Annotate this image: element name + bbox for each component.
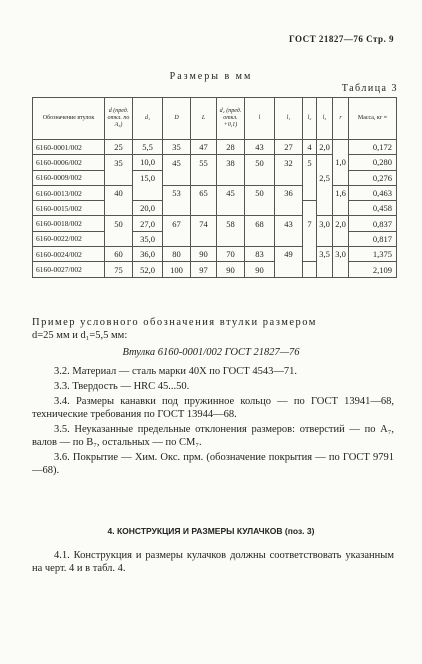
cell-mass: 0,817 (349, 231, 397, 246)
cell-l2 (303, 185, 317, 200)
cell-r: 2,0 (333, 216, 349, 231)
cell-l (245, 201, 275, 216)
col-l3: l₃ (317, 98, 333, 140)
cell-D: 45 (163, 155, 191, 170)
cell-D (163, 170, 191, 185)
table-row (33, 247, 397, 262)
table-row (33, 140, 397, 155)
cell-D (163, 201, 191, 216)
col-l1: l₁ (275, 98, 303, 140)
cell-D (163, 231, 191, 246)
cell-l: 68 (245, 216, 275, 231)
cell-d2: 70 (217, 247, 245, 262)
cell-L: 74 (191, 216, 217, 231)
cell-L (191, 231, 217, 246)
table-row (33, 216, 397, 231)
cell-d1: 10,0 (133, 155, 163, 170)
col-D: D (163, 98, 191, 140)
cell-designation: 6160-0013/002 (33, 185, 105, 200)
cell-r (333, 140, 349, 155)
cell-d2: 58 (217, 216, 245, 231)
cell-d1: 27,0 (133, 216, 163, 231)
table-label: Таблица 3 (341, 83, 398, 94)
cell-L: 97 (191, 262, 217, 277)
cell-designation: 6160-0024/002 (33, 247, 105, 262)
cell-l3 (317, 231, 333, 246)
cell-r (333, 231, 349, 246)
cell-l2 (303, 231, 317, 246)
cell-d (105, 231, 133, 246)
cell-r: 3,0 (333, 247, 349, 262)
cell-l1 (275, 262, 303, 277)
cell-d: 40 (105, 185, 133, 200)
col-mass: Масса, кг ≈ (349, 98, 397, 140)
cell-designation: 6160-0027/002 (33, 262, 105, 277)
cell-r (333, 262, 349, 277)
cell-l: 50 (245, 155, 275, 170)
cell-d1: 35,0 (133, 231, 163, 246)
cell-l (245, 170, 275, 185)
cell-designation: 6160-0009/002 (33, 170, 105, 185)
cell-D: 53 (163, 185, 191, 200)
cell-l2 (303, 170, 317, 185)
cell-d: 35 (105, 155, 133, 170)
cell-designation: 6160-0015/002 (33, 201, 105, 216)
cell-l3 (317, 155, 333, 170)
cell-l2: 5 (303, 155, 317, 170)
cell-l3: 3,0 (317, 216, 333, 231)
cell-d1: 52,0 (133, 262, 163, 277)
cell-l3 (317, 262, 333, 277)
cell-L: 55 (191, 155, 217, 170)
table-row (33, 155, 397, 170)
cell-l3 (317, 201, 333, 216)
cell-L: 65 (191, 185, 217, 200)
cell-l (245, 231, 275, 246)
cell-l1: 43 (275, 216, 303, 231)
cell-l2: 7 (303, 216, 317, 231)
cell-d (105, 170, 133, 185)
cell-designation: 6160-0006/002 (33, 155, 105, 170)
cell-l: 50 (245, 185, 275, 200)
cell-l3: 3,5 (317, 247, 333, 262)
cell-d2 (217, 231, 245, 246)
col-d1: d₁ (133, 98, 163, 140)
dimensions-table (32, 97, 397, 278)
col-l2: l₂ (303, 98, 317, 140)
section-4-heading: 4. КОНСТРУКЦИЯ И РАЗМЕРЫ КУЛАЧКОВ (поз. 3) (107, 526, 315, 536)
cell-d1 (133, 185, 163, 200)
cell-d (105, 201, 133, 216)
clause-3-5: 3.5. Неуказанные предельные отклонения размеров: отверстий — по A₇, валов — по B₇, остальных — по CM₇. (32, 424, 394, 448)
example-dimensions: d=25 мм и d₁=5,5 мм: (32, 330, 128, 341)
cell-d: 75 (105, 262, 133, 277)
cell-d2: 90 (217, 262, 245, 277)
cell-L: 47 (191, 140, 217, 155)
cell-l1: 27 (275, 140, 303, 155)
col-designation: Обозначение втулок (33, 98, 105, 140)
cell-l3: 2,0 (317, 140, 333, 155)
cell-d1: 5,5 (133, 140, 163, 155)
table-row (33, 262, 397, 277)
page-header: ГОСТ 21827—76 Стр. 9 (288, 34, 394, 44)
cell-l1 (275, 201, 303, 216)
cell-d2: 38 (217, 155, 245, 170)
cell-designation: 6160-0018/002 (33, 216, 105, 231)
table-row (33, 201, 397, 216)
cell-D: 100 (163, 262, 191, 277)
cell-r (333, 170, 349, 185)
cell-d1: 36,0 (133, 247, 163, 262)
cell-l1: 49 (275, 247, 303, 262)
dimensions-caption: Размеры в мм (169, 71, 253, 82)
cell-l: 90 (245, 262, 275, 277)
col-l: l (245, 98, 275, 140)
cell-l1: 32 (275, 155, 303, 170)
cell-l2: 4 (303, 140, 317, 155)
cell-mass: 0,837 (349, 216, 397, 231)
cell-mass: 0,463 (349, 185, 397, 200)
cell-mass: 0,276 (349, 170, 397, 185)
cell-r (333, 201, 349, 216)
col-d: d (пред. откл. по A₃) (105, 98, 133, 140)
cell-l2 (303, 201, 317, 216)
cell-mass: 1,375 (349, 247, 397, 262)
cell-d: 25 (105, 140, 133, 155)
col-r: r (333, 98, 349, 140)
col-d2: d₂ (пред. откл. +0,1) (217, 98, 245, 140)
cell-l2 (303, 247, 317, 262)
table-row (33, 185, 397, 200)
cell-d: 60 (105, 247, 133, 262)
clause-3-2: 3.2. Материал — сталь марки 40Х по ГОСТ 4543—71. (54, 366, 297, 377)
cell-l3 (317, 185, 333, 200)
cell-mass: 0,280 (349, 155, 397, 170)
cell-d: 50 (105, 216, 133, 231)
cell-l1 (275, 231, 303, 246)
cell-D: 80 (163, 247, 191, 262)
col-L: L (191, 98, 217, 140)
clause-4-1: 4.1. Конструкция и размеры кулачков должны соответствовать указанным на черт. 4 и в табл. 4. (32, 550, 394, 574)
cell-designation: 6160-0022/002 (33, 231, 105, 246)
cell-L (191, 201, 217, 216)
table-row (33, 170, 397, 185)
cell-d1: 15,0 (133, 170, 163, 185)
clause-3-4: 3.4. Размеры канавки под пружинное кольцо — по ГОСТ 13941—68, технические требования по ГОСТ 13944—68. (32, 396, 394, 420)
cell-r: 1,0 (333, 155, 349, 170)
cell-l: 83 (245, 247, 275, 262)
cell-l2 (303, 262, 317, 277)
cell-d2: 45 (217, 185, 245, 200)
example-heading: Пример условного обозначения втулки размером (32, 317, 317, 328)
example-designation: Втулка 6160-0001/002 ГОСТ 21827—76 (122, 347, 300, 358)
cell-mass: 0,458 (349, 201, 397, 216)
cell-r: 1,6 (333, 185, 349, 200)
cell-l1 (275, 170, 303, 185)
cell-l: 43 (245, 140, 275, 155)
cell-mass: 0,172 (349, 140, 397, 155)
cell-d2 (217, 170, 245, 185)
cell-mass: 2,109 (349, 262, 397, 277)
cell-D: 35 (163, 140, 191, 155)
clause-3-3: 3.3. Твердость — HRC 45...50. (54, 381, 190, 392)
cell-designation: 6160-0001/002 (33, 140, 105, 155)
cell-L (191, 170, 217, 185)
clause-3-6: 3.6. Покрытие — Хим. Окс. прм. (обозначение покрытия — по ГОСТ 9791—68). (32, 452, 394, 476)
cell-L: 90 (191, 247, 217, 262)
cell-d2: 28 (217, 140, 245, 155)
cell-d2 (217, 201, 245, 216)
cell-l1: 36 (275, 185, 303, 200)
cell-d1: 20,0 (133, 201, 163, 216)
cell-D: 67 (163, 216, 191, 231)
table-row (33, 231, 397, 246)
cell-l3: 2,5 (317, 170, 333, 185)
